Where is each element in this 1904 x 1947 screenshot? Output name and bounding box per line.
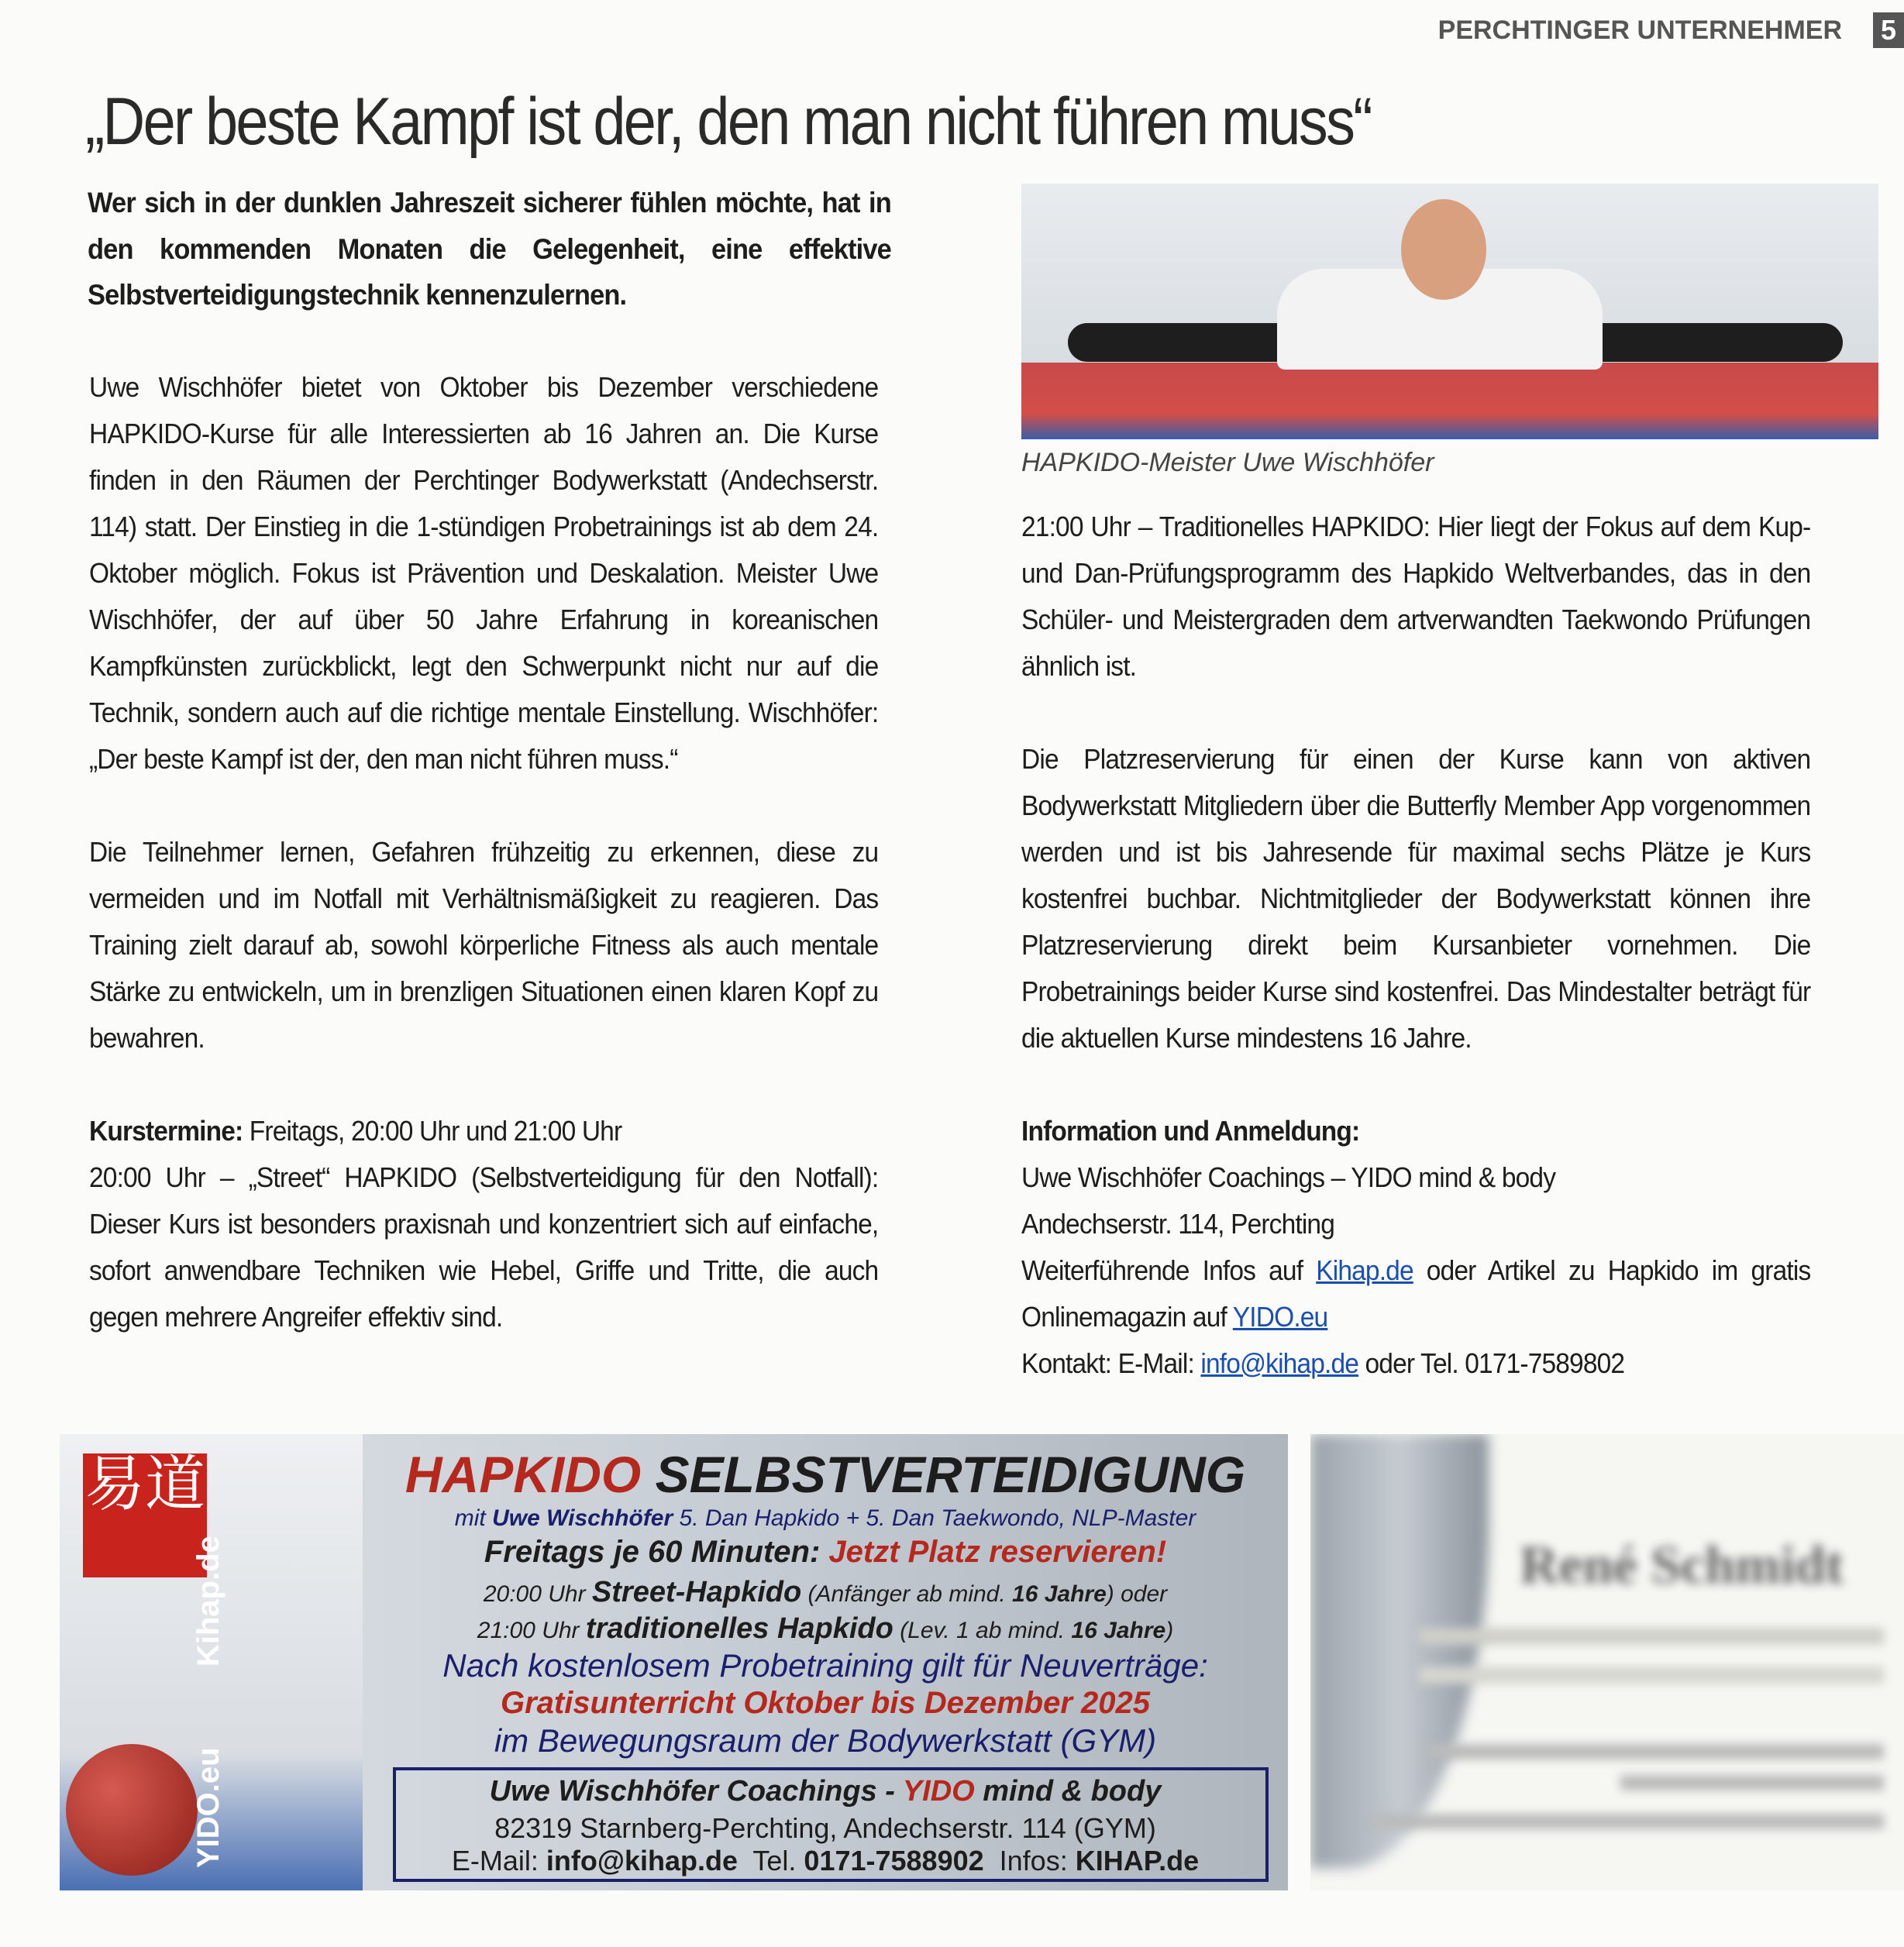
course-times: [89, 1108, 878, 1154]
t: Jetzt Platz reservieren!: [828, 1535, 1167, 1569]
t: (Anfänger ab mind.: [801, 1581, 1013, 1607]
article-title: „Der beste Kampf ist der, den man nicht führen muss“: [85, 84, 1371, 159]
yido-logo: 易道: [83, 1453, 207, 1577]
course-times-text: Freitags, 20:00 Uhr und 21:00 Uhr: [249, 1115, 622, 1147]
curtain-graphic: [1310, 1434, 1489, 1868]
info-line: Andechserstr. 114, Perchting: [1021, 1208, 1334, 1240]
t: mit: [454, 1505, 493, 1531]
page-number: 5: [1873, 12, 1904, 48]
t: ): [1165, 1618, 1174, 1643]
blurred-text: [1427, 1744, 1884, 1760]
t: Uwe Wischhöfer Coachings -: [489, 1775, 903, 1808]
ad-location: im Bewegungsraum der Bodywerkstatt (GYM): [494, 1722, 1157, 1759]
ad-headline-red: HAPKIDO: [405, 1446, 642, 1503]
ad-photo: [60, 1434, 363, 1890]
left-column: [89, 364, 878, 1387]
t: KIHAP.de: [1075, 1845, 1200, 1876]
hapkido-advertisement: [60, 1434, 1288, 1890]
blurred-text: [1419, 1628, 1884, 1645]
ad-subline: [363, 1505, 1288, 1532]
t: 20:00 Uhr: [483, 1581, 592, 1607]
ad-company: [363, 1775, 1288, 1808]
info-heading: Information und Anmeldung:: [1021, 1115, 1360, 1147]
t: 5. Dan Hapkido + 5. Dan Taekwondo, NLP-Master: [673, 1505, 1196, 1531]
ad-course-1: [363, 1576, 1288, 1609]
ad-side-text: YIDO.eu: [191, 1747, 226, 1868]
t: ) oder: [1106, 1581, 1168, 1607]
paragraph: 21:00 Uhr – Traditionelles HAPKIDO: Hier liegt der Fokus auf dem Kup- und Dan-Prüfungsprogramm des Hapkido Weltverbandes, das in den Schüler- und Meistergraden dem artverwandten Taekwondo Prüfungen ähnlich ist.: [1021, 511, 1811, 682]
course-times-label: Kurstermine:: [89, 1115, 243, 1147]
paragraph: Die Platzreservierung für einen der Kurse kann von aktiven Bodywerkstatt Mitgliedern über die Butterfly Member App vorgenommen werden und ist bis Jahresende für maximal sechs Plätze je Kurs kostenfrei buchbar. Nichtmitglieder der Bodywerkstatt können ihre Platzreservierung direkt beim Kursanbieter vornehmen. Die Probetrainings beider Kurse sind kostenfrei. Das Mindestalter beträgt für die aktuellen Kurse mindestens 16 Jahre.: [1021, 743, 1811, 1054]
info-text: oder Tel. 0171-7589802: [1358, 1347, 1625, 1379]
blurred-name: René Schmidt: [1520, 1536, 1844, 1595]
ad-offer: Nach kostenlosem Probetraining gilt für Neuverträge:: [442, 1647, 1208, 1684]
t: 0171-7588902: [804, 1845, 984, 1876]
paragraph: Die Teilnehmer lernen, Gefahren frühzeitig zu erkennen, diese zu vermeiden und im Notfall mit Verhältnismäßigkeit zu reagieren. Das Training zielt darauf ab, sowohl körperliche Fitness als auch mentale Stärke zu entwickeln, um in brenzligen Situationen einen klaren Kopf zu bewahren.: [89, 836, 879, 1054]
paragraph: 20:00 Uhr – „Street“ HAPKIDO (Selbstverteidigung für den Notfall): Dieser Kurs ist besonders praxisnah und konzentriert sich auf einfache, sofort anwendbare Techniken wie Hebel, Griffe und Tritte, die auch gegen mehrere Angreifer effektiv sind.: [89, 1161, 879, 1333]
paragraph: Uwe Wischhöfer bietet von Oktober bis Dezember verschiedene HAPKIDO-Kurse für alle Interessierten ab 16 Jahren an. Die Kurse finden in den Räumen der Perchtinger Bodywerkstatt (Andechserstr. 114) statt. Der Einstieg in die 1-stündigen Probetrainings ist ab dem 24. Oktober möglich. Fokus ist Prävention und Deskalation. Meister Uwe Wischhöfer, der auf über 50 Jahre Erfahrung in koreanischen Kampfkünsten zurückblickt, legt den Schwerpunkt nicht nur auf die Technik, sondern auch auf die richtige mentale Einstellung. Wischhöfer: „Der beste Kampf ist der, den man nicht führen muss.“: [89, 371, 879, 775]
ad-side-text: Kihap.de: [191, 1536, 226, 1667]
photo-caption: HAPKIDO-Meister Uwe Wischhöfer: [1021, 448, 1434, 477]
t: Uwe Wischhöfer: [492, 1505, 673, 1531]
info-text: Weiterführende Infos auf: [1021, 1254, 1317, 1286]
email-link[interactable]: info@kihap.de: [1200, 1347, 1359, 1379]
t: 16 Jahre: [1071, 1618, 1166, 1643]
t: YIDO: [902, 1775, 975, 1808]
info-text: Kontakt: E-Mail:: [1021, 1347, 1201, 1379]
figure-head: [1401, 199, 1486, 300]
ad-fridays: [363, 1535, 1288, 1570]
kihap-link[interactable]: Kihap.de: [1316, 1254, 1413, 1286]
info-line: [1021, 1340, 1810, 1387]
info-line: Uwe Wischhöfer Coachings – YIDO mind & body: [1021, 1161, 1556, 1193]
right-column: [1021, 504, 1810, 1387]
ad-contact: [363, 1845, 1288, 1877]
exercise-ball: [66, 1744, 198, 1876]
t: Street-Hapkido: [591, 1576, 802, 1608]
t: 16 Jahre: [1012, 1581, 1107, 1607]
t: Freitags je 60 Minuten:: [484, 1535, 829, 1569]
blurred-advertisement: [1310, 1434, 1904, 1890]
t: traditionelles Hapkido: [585, 1612, 893, 1645]
blurred-text: [1372, 1814, 1884, 1829]
blurred-text: [1419, 1667, 1884, 1684]
ad-headline-black: SELBSTVERTEIDIGUNG: [655, 1446, 1246, 1503]
t: info@kihap.de: [546, 1845, 739, 1876]
t: (Lev. 1 ab mind.: [893, 1618, 1072, 1643]
t: mind & body: [974, 1775, 1162, 1808]
info-line: [1021, 1247, 1810, 1340]
ad-headline: [363, 1445, 1288, 1504]
ad-free-lessons: Gratisunterricht Oktober bis Dezember 2025: [500, 1686, 1151, 1720]
t: 21:00 Uhr: [477, 1618, 586, 1643]
t: E-Mail:: [451, 1845, 546, 1876]
yido-link[interactable]: YIDO.eu: [1232, 1301, 1328, 1333]
lead-paragraph: Wer sich in der dunklen Jahreszeit sicherer fühlen möchte, hat in den kommenden Monaten die Gelegenheit, eine effektive Selbstverteidigungstechnik kennenzulernen.: [88, 187, 891, 311]
blurred-text: [1620, 1775, 1884, 1790]
info-text: oder Artikel zu Hapkido im gratis Onlinemagazin auf: [1021, 1254, 1811, 1333]
t: Infos:: [983, 1845, 1076, 1876]
t: Tel.: [738, 1845, 804, 1876]
ad-course-2: [363, 1612, 1288, 1646]
article-photo: [1021, 184, 1878, 439]
ad-address: 82319 Starnberg-Perchting, Andechserstr. 114 (GYM): [494, 1812, 1156, 1844]
section-header: PERCHTINGER UNTERNEHMER: [1437, 15, 1842, 45]
